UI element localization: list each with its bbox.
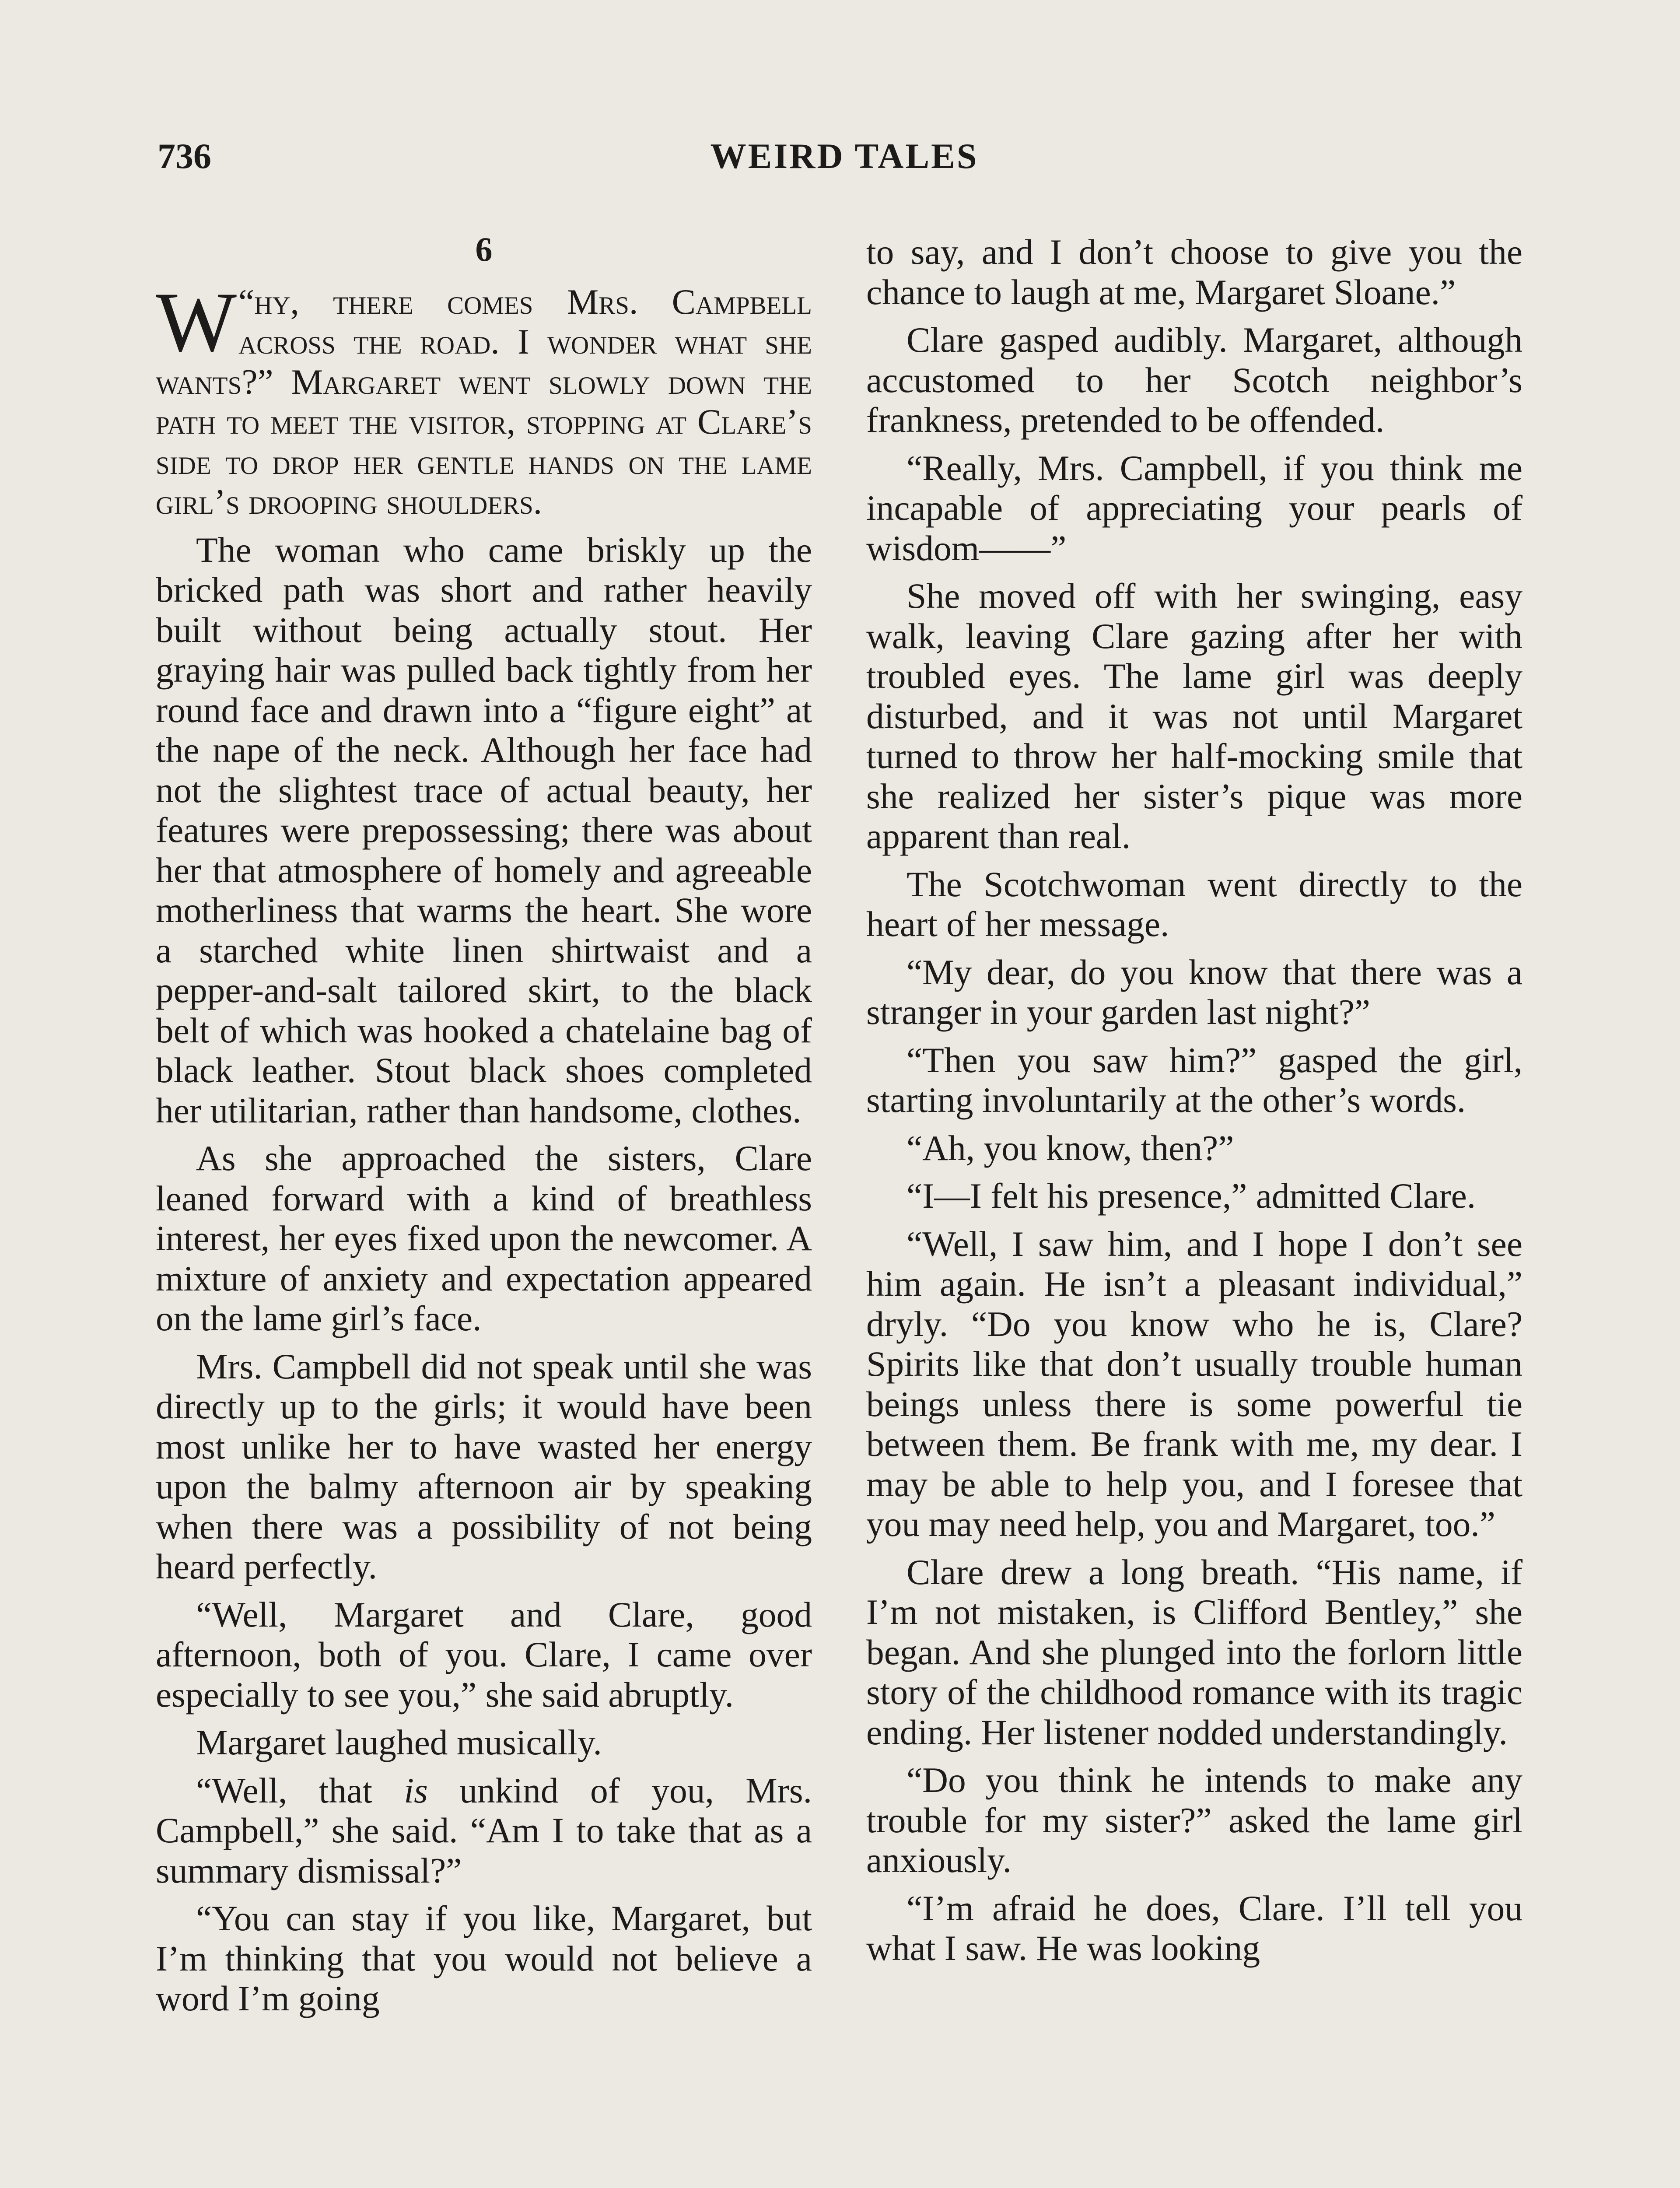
section-number: 6: [475, 230, 493, 268]
paragraph-text: hy, there comes Mrs. Campbell across the road. I wonder what she wants?” Margaret went slowly down the path to meet the visitor, stopping at Clare’s side to drop her gentle hands on the lame girl’s drooping shoulders.: [156, 281, 812, 522]
paragraph: [156, 274, 812, 522]
open-quote: “: [238, 281, 255, 322]
paragraph: “Well, I saw him, and I hope I don’t see him again. He isn’t a pleasant individual,” dryly. “Do you know who he is, Clare? Spirits like that don’t usually trouble human beings unless there is some powerful tie between them. Be frank with me, my dear. I may be able to help you, and I foresee that you may need help, you and Margaret, too.”: [866, 1224, 1522, 1544]
page-header: [158, 136, 1531, 184]
drop-cap: W: [156, 274, 237, 370]
paragraph: “You can stay if you like, Margaret, but I’m thinking that you would not believe a word I’m going: [156, 1898, 812, 2018]
paragraph: Clare drew a long breath. “His name, if I’m not mistaken, is Clifford Bentley,” she began. And she plunged into the forlorn little story of the childhood romance with its tragic ending. Her listener nodded understandingly.: [866, 1552, 1522, 1752]
paragraph: Margaret laughed musically.: [196, 1722, 602, 1762]
paragraph: Clare gasped audibly. Margaret, although accustomed to her Scotch neighbor’s frankness, pretended to be offended.: [866, 320, 1522, 440]
paragraph: Mrs. Campbell did not speak until she was directly up to the girls; it would have been most unlike her to have wasted her energy upon the balmy afternoon air by speaking when there was a possibility of not being heard perfectly.: [156, 1346, 812, 1586]
paragraph: to say, and I don’t choose to give you the chance to laugh at me, Margaret Sloane.”: [866, 232, 1522, 312]
paragraph: “I’m afraid he does, Clare. I’ll tell you what I saw. He was looking: [866, 1888, 1522, 1968]
paragraph-text: unkind of you, Mrs. Campbell,” she said. “Am I to take that as a summary dismissal?”: [156, 1770, 812, 1890]
paragraph: “Do you think he intends to make any trouble for my sister?” asked the lame girl anxiously.: [866, 1760, 1522, 1880]
paragraph: “My dear, do you know that there was a stranger in your garden last night?”: [866, 952, 1522, 1032]
italic-text: is: [404, 1770, 428, 1810]
paragraph: She moved off with her swinging, easy walk, leaving Clare gazing after her with troubled eyes. The lame girl was deeply disturbed, and it was not until Margaret turned to throw her half-mocking smile that she realized her sister’s pique was more apparent than real.: [866, 576, 1522, 856]
paragraph: [156, 1771, 812, 1891]
paragraph-text: “Well, that: [196, 1770, 404, 1810]
right-column: [866, 232, 1522, 1976]
paragraph: The woman who came briskly up the bricked path was short and rather heavily built without being actually stout. Her graying hair was pulled back tightly from her round face and drawn into a “figure eight” at the nape of the neck. Although her face had not the slightest trace of actual beauty, her features were prepossessing; there was about her that atmosphere of homely and agreeable motherliness that warms the heart. She wore a starched white linen shirtwaist and a pepper-and-salt tailored skirt, to the black belt of which was hooked a chatelaine bag of black leather. Stout black shoes completed her utilitarian, rather than handsome, clothes.: [156, 529, 812, 1130]
running-head: WEIRD TALES: [710, 136, 979, 176]
paragraph: The Scotchwoman went directly to the heart of her message.: [866, 864, 1522, 944]
left-column: [156, 228, 812, 2027]
paragraph: “Ah, you know, then?”: [906, 1128, 1234, 1168]
paragraph: “Really, Mrs. Campbell, if you think me incapable of appreciating your pearls of wisdom——”: [866, 448, 1522, 568]
paragraph: As she approached the sisters, Clare leaned forward with a kind of breathless interest, her eyes fixed upon the newcomer. A mixture of anxiety and expectation appeared on the lame girl’s face.: [156, 1138, 812, 1338]
page-number: 736: [158, 136, 211, 176]
paragraph: “I—I felt his presence,” admitted Clare.: [906, 1176, 1476, 1216]
paragraph: “Then you saw him?” gasped the girl, starting involuntarily at the other’s words.: [866, 1040, 1522, 1120]
paragraph: “Well, Margaret and Clare, good afternoon, both of you. Clare, I came over especially to see you,” she said abruptly.: [156, 1594, 812, 1715]
